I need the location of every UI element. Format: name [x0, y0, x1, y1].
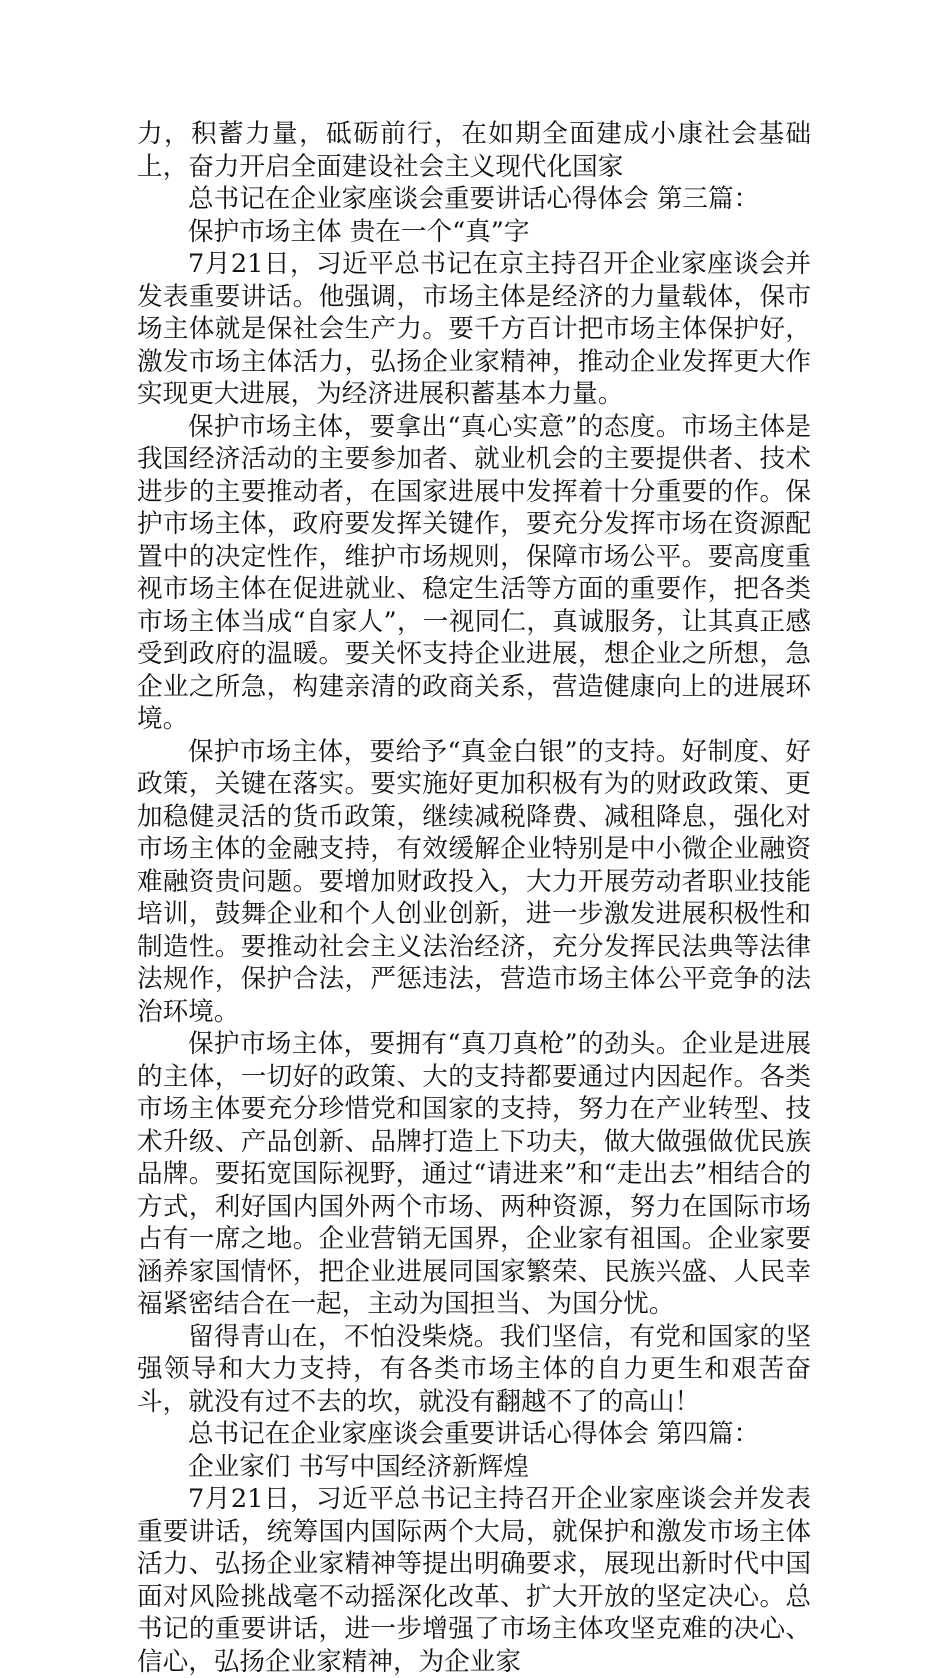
- paragraph: 7月21日，习近平总书记在京主持召开企业家座谈会并发表重要讲话。他强调，市场主体是经济的力量载体，保市场主体就是保社会生产力。要千方百计把市场主体保护好，激发市场主体活力，弘扬企业家精神，推动企业发挥更大作实现更大进展，为经济进展积蓄基本力量。: [137, 249, 811, 409]
- paragraph: 保护市场主体，要拿出“真心实意”的态度。市场主体是我国经济活动的主要参加者、就业机会的主要提供者、技术进步的主要推动者，在国家进展中发挥着十分重要的作。保护市场主体，政府要发挥关键作，要充分发挥市场在资源配置中的决定性作，维护市场规则，保障市场公平。要高度重视市场主体在促进就业、稳定生活等方面的重要作，把各类市场主体当成“自家人”，一视同仁，真诚服务，让其真正感受到政府的温暖。要关怀支持企业进展，想企业之所想，急企业之所急，构建亲清的政商关系，营造健康向上的进展环境。: [137, 411, 811, 734]
- section-heading-part-four: 总书记在企业家座谈会重要讲话心得体会 第四篇：: [188, 1419, 760, 1449]
- document-body: [137, 118, 811, 1678]
- paragraph: 留得青山在，不怕没柴烧。我们坚信，有党和国家的坚强领导和大力支持，有各类市场主体的自力更生和艰苦奋斗，就没有过不去的坎，就没有翻越不了的高山！: [137, 1321, 811, 1417]
- paragraph: 保护市场主体，要给予“真金白银”的支持。好制度、好政策，关键在落实。要实施好更加积极有为的财政政策、更加稳健灵活的货币政策，继续减税降费、减租降息，强化对市场主体的金融支持，有效缓解企业特别是中小微企业融资难融资贵问题。要增加财政投入，大力开展劳动者职业技能培训，鼓舞企业和个人创业创新，进一步激发进展积极性和制造性。要推动社会主义法治经济，充分发挥民法典等法律法规作，保护合法，严惩违法，营造市场主体公平竞争的法治环境。: [137, 736, 811, 1027]
- article-title-part-three: 保护市场主体 贵在一个“真”字: [188, 216, 530, 247]
- paragraph: 保护市场主体，要拥有“真刀真枪”的劲头。企业是进展的主体，一切好的政策、大的支持都要通过内因起作。各类市场主体要充分珍惜党和国家的支持，努力在产业转型、技术升级、产品创新、品牌打造上下功夫，做大做强做优民族品牌。要拓宽国际视野，通过“请进来”和“走出去”相结合的方式，利好国内国外两个市场、两种资源，努力在国际市场占有一席之地。企业营销无国界，企业家有祖国。企业家要涵养家国情怀，把企业进展同国家繁荣、民族兴盛、人民幸福紧密结合在一起，主动为国担当、为国分忧。: [137, 1029, 811, 1319]
- paragraph-continuation: 力，积蓄力量，砥砺前行，在如期全面建成小康社会基础上，奋力开启全面建设社会主义现代化国家: [137, 119, 811, 182]
- section-heading-part-three: 总书记在企业家座谈会重要讲话心得体会 第三篇：: [188, 184, 760, 214]
- article-title-part-four: 企业家们 书写中国经济新辉煌: [188, 1451, 529, 1482]
- paragraph: 7月21日，习近平总书记主持召开企业家座谈会并发表重要讲话，统筹国内国际两个大局，就保护和激发市场主体活力、弘扬企业家精神等提出明确要求，展现出新时代中国面对风险挑战毫不动摇深化改革、扩大开放的坚定决心。总书记的重要讲话，进一步增强了市场主体攻坚克难的决心、信心，弘扬企业家精神，为企业家: [137, 1484, 811, 1677]
